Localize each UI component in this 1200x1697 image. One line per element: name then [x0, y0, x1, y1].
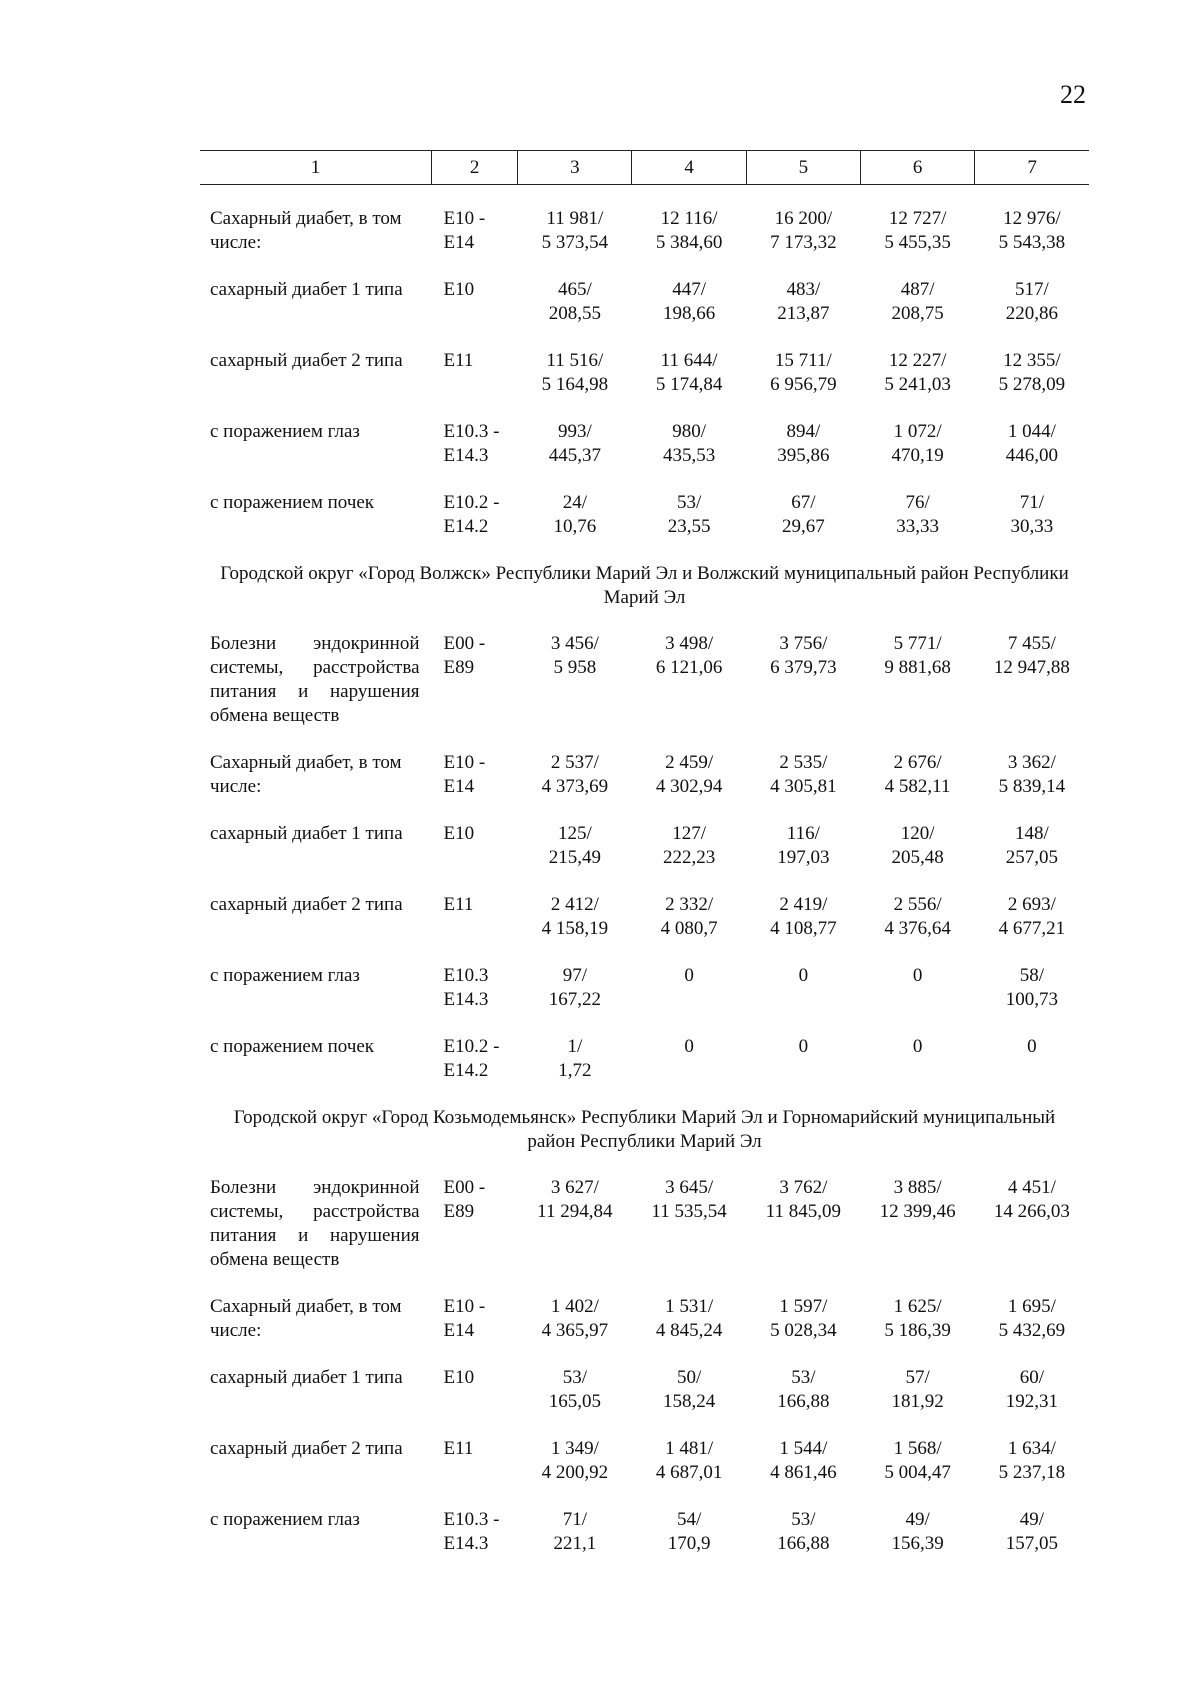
icd-code: E10 - E14 [443, 1296, 486, 1341]
value-cell: 0 [1027, 1036, 1037, 1057]
icd-code: E10 [443, 823, 475, 844]
page-number: 22 [1060, 80, 1086, 109]
column-header: 7 [975, 151, 1089, 185]
column-header: 3 [518, 151, 632, 185]
icd-code: E11 [443, 894, 474, 915]
value-cell: 127/ 222,23 [662, 823, 716, 868]
value-cell: 0 [684, 1036, 694, 1057]
value-cell: 2 535/ 4 305,81 [770, 752, 837, 797]
disease-name: сахарный диабет 1 типа [210, 1367, 403, 1388]
value-cell: 3 756/ 6 379,73 [770, 633, 837, 678]
header-row [200, 151, 1089, 185]
value-cell: 3 885/ 12 399,46 [879, 1177, 956, 1222]
value-cell: 487/ 208,75 [891, 279, 944, 324]
value-cell: 49/ 157,05 [1005, 1509, 1058, 1554]
table-row [200, 964, 1089, 1035]
icd-code: E10.2 - E14.2 [443, 1036, 500, 1081]
region-title: Городской округ «Город Волжск» Республики Марий Эл и Волжский муниципальный район Республики Марий Эл [220, 563, 1069, 608]
table-row [200, 207, 1089, 278]
value-cell: 1 568/ 5 004,47 [884, 1438, 951, 1483]
table-row [200, 1366, 1089, 1437]
value-cell: 50/ 158,24 [662, 1367, 716, 1412]
icd-code: E10 [443, 279, 475, 300]
value-cell: 1 044/ 446,00 [1005, 421, 1058, 466]
value-cell: 2 676/ 4 582,11 [884, 752, 951, 797]
value-cell: 1/ 1,72 [558, 1036, 592, 1081]
icd-code: E10 - E14 [443, 208, 486, 253]
value-cell: 0 [912, 965, 923, 986]
value-cell: 53/ 166,88 [777, 1509, 830, 1554]
value-cell: 1 695/ 5 432,69 [998, 1296, 1066, 1341]
icd-code: E10.3 - E14.3 [443, 421, 500, 466]
value-cell: 71/ 30,33 [1010, 492, 1054, 537]
value-cell: 11 516/ 5 164,98 [541, 350, 609, 395]
value-cell: 2 459/ 4 302,94 [655, 752, 723, 797]
value-cell: 0 [798, 1036, 809, 1057]
value-cell: 3 362/ 5 839,14 [998, 752, 1066, 797]
value-cell: 2 332/ 4 080,7 [660, 894, 718, 939]
value-cell: 116/ 197,03 [777, 823, 830, 868]
region-title: Городской округ «Город Козьмодемьянск» Республики Марий Эл и Горномарийский муниципальный район Республики Марий Эл [233, 1107, 1056, 1152]
value-cell: 16 200/ 7 173,32 [770, 208, 837, 253]
table-row [200, 1437, 1089, 1508]
value-cell: 11 644/ 5 174,84 [655, 350, 723, 395]
region-title-row [200, 562, 1089, 632]
table-row [200, 1295, 1089, 1366]
disease-name: с поражением глаз [210, 421, 360, 442]
disease-name: Болезни эндокринной системы, расстройства питания и нарушения обмена веществ [210, 633, 420, 726]
value-cell: 53/ 166,88 [777, 1367, 830, 1412]
value-cell: 4 451/ 14 266,03 [993, 1177, 1070, 1222]
table-row [200, 893, 1089, 964]
value-cell: 97/ 167,22 [548, 965, 601, 1010]
column-header: 4 [632, 151, 746, 185]
value-cell: 980/ 435,53 [662, 421, 716, 466]
value-cell: 517/ 220,86 [1005, 279, 1058, 324]
disease-name: сахарный диабет 2 типа [210, 894, 403, 915]
value-cell: 2 693/ 4 677,21 [998, 894, 1066, 939]
table-row [200, 349, 1089, 420]
disease-name: с поражением глаз [210, 1509, 360, 1530]
table-row [200, 1035, 1089, 1106]
value-cell: 465/ 208,55 [548, 279, 601, 324]
value-cell: 76/ 33,33 [896, 492, 939, 537]
value-cell: 49/ 156,39 [891, 1509, 944, 1554]
value-cell: 1 544/ 4 861,46 [770, 1438, 837, 1483]
icd-code: E11 [443, 1438, 474, 1459]
value-cell: 53/ 23,55 [667, 492, 711, 537]
value-cell: 1 531/ 4 845,24 [655, 1296, 723, 1341]
value-cell: 993/ 445,37 [548, 421, 601, 466]
table-row [200, 491, 1089, 562]
table-row [200, 1508, 1089, 1579]
value-cell: 2 537/ 4 373,69 [541, 752, 609, 797]
disease-name: Сахарный диабет, в том числе: [210, 208, 402, 253]
icd-code: E11 [443, 350, 474, 371]
disease-name: с поражением почек [210, 492, 375, 513]
table-row [200, 822, 1089, 893]
value-cell: 57/ 181,92 [891, 1367, 944, 1412]
spacer-row [200, 185, 1089, 208]
value-cell: 1 349/ 4 200,92 [541, 1438, 609, 1483]
disease-name: сахарный диабет 2 типа [210, 1438, 403, 1459]
value-cell: 60/ 192,31 [1005, 1367, 1058, 1412]
icd-code: E10.3 E14.3 [443, 965, 489, 1010]
table-body [200, 185, 1089, 1580]
value-cell: 15 711/ 6 956,79 [770, 350, 837, 395]
icd-code: E10 - E14 [443, 752, 486, 797]
value-cell: 1 481/ 4 687,01 [655, 1438, 723, 1483]
value-cell: 12 355/ 5 278,09 [998, 350, 1066, 395]
value-cell: 1 072/ 470,19 [891, 421, 944, 466]
value-cell: 58/ 100,73 [1005, 965, 1058, 1010]
value-cell: 3 498/ 6 121,06 [655, 633, 723, 678]
region-title-row [200, 1106, 1089, 1176]
value-cell: 3 627/ 11 294,84 [537, 1177, 613, 1222]
value-cell: 53/ 165,05 [548, 1367, 601, 1412]
value-cell: 2 412/ 4 158,19 [541, 894, 609, 939]
icd-code: E00 - E89 [443, 633, 486, 678]
column-header: 6 [860, 151, 974, 185]
disease-name: с поражением глаз [210, 965, 360, 986]
value-cell: 125/ 215,49 [548, 823, 601, 868]
value-cell: 447/ 198,66 [662, 279, 716, 324]
value-cell: 3 762/ 11 845,09 [765, 1177, 841, 1222]
icd-code: E10 [443, 1367, 475, 1388]
disease-name: Сахарный диабет, в том числе: [210, 752, 402, 797]
table-row [200, 1176, 1089, 1295]
disease-name: сахарный диабет 2 типа [210, 350, 403, 371]
table-row [200, 632, 1089, 751]
spacer-cell [200, 185, 1089, 208]
value-cell: 11 981/ 5 373,54 [541, 208, 609, 253]
value-cell: 0 [798, 965, 809, 986]
value-cell: 1 625/ 5 186,39 [884, 1296, 951, 1341]
column-header: 1 [200, 151, 432, 185]
table-row [200, 278, 1089, 349]
disease-name: сахарный диабет 1 типа [210, 823, 403, 844]
value-cell: 3 645/ 11 535,54 [651, 1177, 727, 1222]
icd-code: E10.2 - E14.2 [443, 492, 500, 537]
disease-name: с поражением почек [210, 1036, 375, 1057]
value-cell: 67/ 29,67 [781, 492, 825, 537]
value-cell: 1 597/ 5 028,34 [770, 1296, 837, 1341]
value-cell: 24/ 10,76 [553, 492, 597, 537]
value-cell: 1 402/ 4 365,97 [541, 1296, 609, 1341]
icd-code: E00 - E89 [443, 1177, 486, 1222]
column-header: 2 [432, 151, 518, 185]
value-cell: 2 556/ 4 376,64 [884, 894, 951, 939]
value-cell: 148/ 257,05 [1005, 823, 1058, 868]
disease-name: Сахарный диабет, в том числе: [210, 1296, 402, 1341]
value-cell: 120/ 205,48 [891, 823, 944, 868]
table-row [200, 420, 1089, 491]
value-cell: 1 634/ 5 237,18 [998, 1438, 1066, 1483]
value-cell: 0 [912, 1036, 923, 1057]
value-cell: 71/ 221,1 [553, 1509, 597, 1554]
table-row [200, 751, 1089, 822]
value-cell: 5 771/ 9 881,68 [884, 633, 951, 678]
value-cell: 12 116/ 5 384,60 [655, 208, 723, 253]
disease-name: Болезни эндокринной системы, расстройства питания и нарушения обмена веществ [210, 1177, 420, 1270]
value-cell: 894/ 395,86 [777, 421, 830, 466]
value-cell: 483/ 213,87 [777, 279, 830, 324]
value-cell: 12 227/ 5 241,03 [884, 350, 951, 395]
value-cell: 2 419/ 4 108,77 [770, 894, 837, 939]
column-header: 5 [746, 151, 860, 185]
table-header [200, 151, 1089, 185]
icd-code: E10.3 - E14.3 [443, 1509, 500, 1554]
value-cell: 7 455/ 12 947,88 [993, 633, 1070, 678]
disease-name: сахарный диабет 1 типа [210, 279, 403, 300]
value-cell: 12 727/ 5 455,35 [884, 208, 951, 253]
value-cell: 12 976/ 5 543,38 [998, 208, 1066, 253]
value-cell: 54/ 170,9 [667, 1509, 711, 1554]
value-cell: 0 [684, 965, 694, 986]
statistics-table [200, 150, 1089, 1579]
value-cell: 3 456/ 5 958 [550, 633, 599, 678]
